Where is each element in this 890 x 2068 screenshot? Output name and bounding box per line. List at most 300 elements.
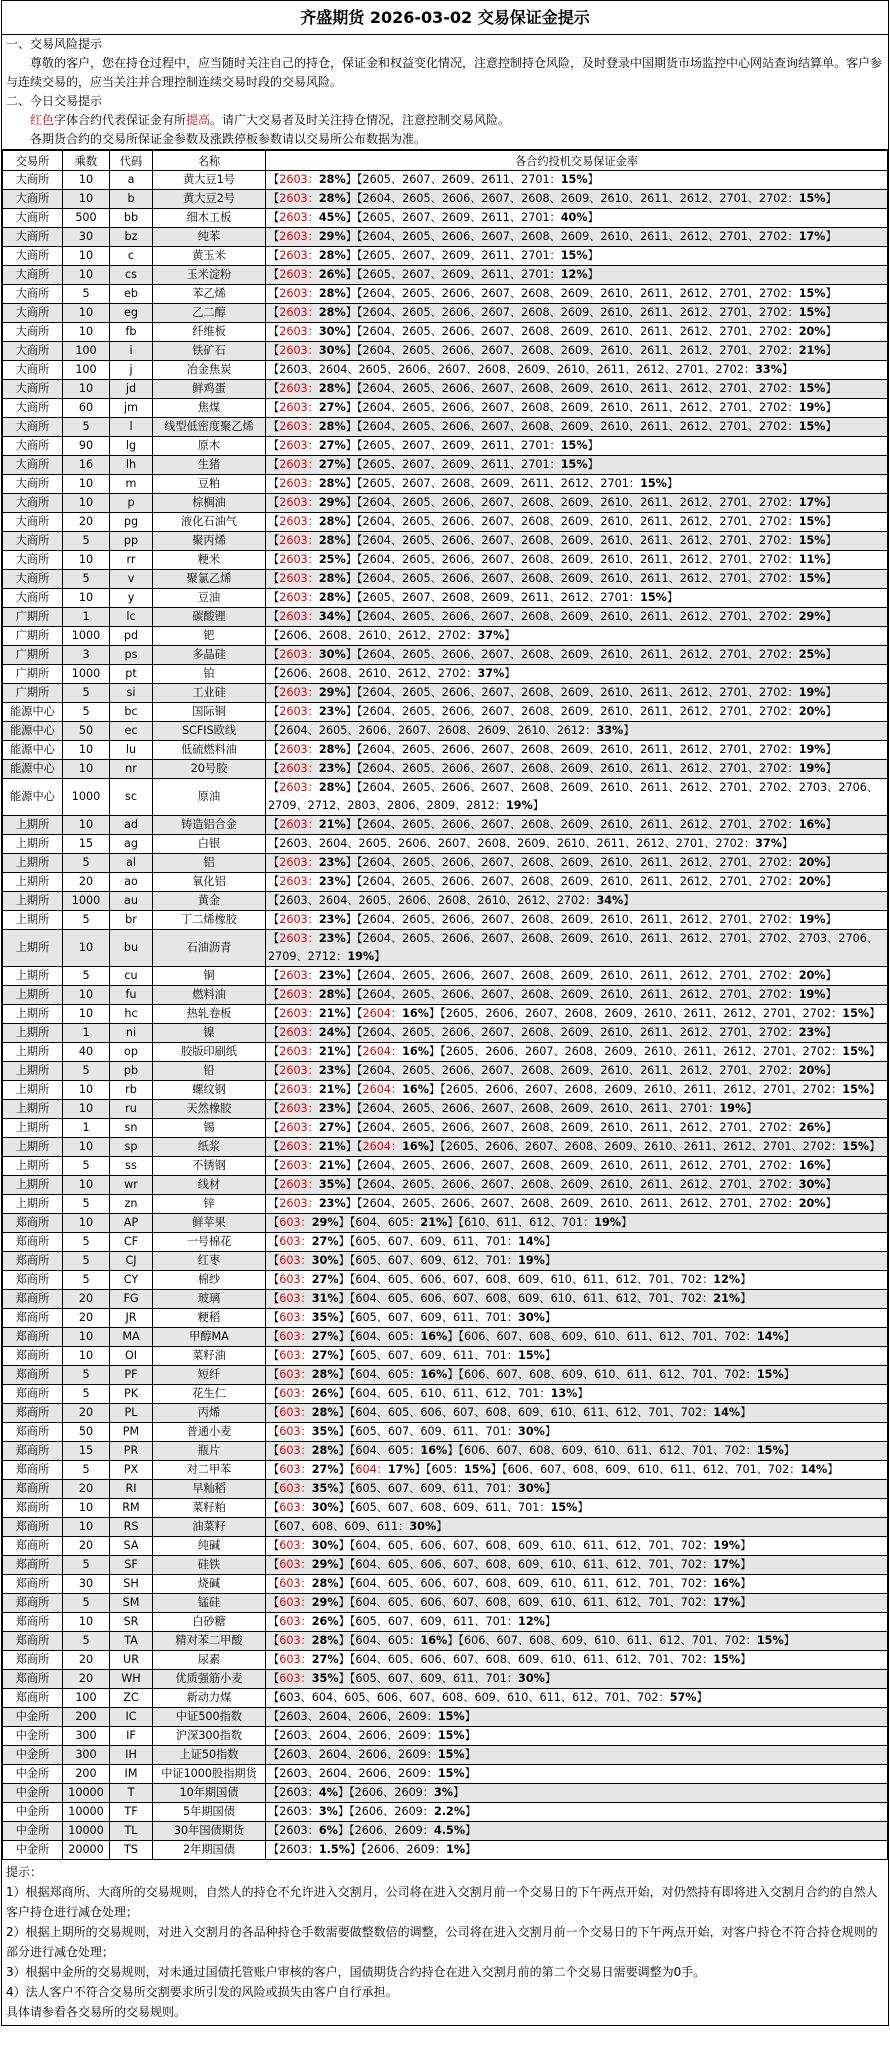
table-row [3, 1708, 888, 1727]
name-cell: 锰硅 [153, 1594, 266, 1613]
rate-group: 【2603：23%】 [268, 856, 357, 869]
rate-months: 2603： [279, 1083, 319, 1096]
rate-months: 605、607、609、611、701： [355, 1425, 519, 1438]
rate-group: 【2603：21%】 [268, 1007, 357, 1020]
table-row [3, 684, 888, 703]
multiplier-cell: 5 [63, 1271, 110, 1290]
rate-months: 2604： [362, 1140, 403, 1153]
table-row [3, 1176, 888, 1195]
rate-months: 2603： [279, 610, 319, 623]
code-cell: TS [110, 1841, 153, 1860]
table-row [3, 608, 888, 627]
table-row [3, 1727, 888, 1746]
margin-rate-cell [266, 1556, 888, 1575]
rate-months: 2603、2604、2605、2606、2607、2608、2609、2610、2611、2612、2701、2702： [279, 363, 756, 376]
rate-group: 【606、607、608、609、610、611、612、701、702：15%】 [458, 1444, 795, 1457]
rate-value: 28% [318, 420, 346, 433]
exchange-cell: 上期所 [3, 1176, 63, 1195]
name-cell: 早籼稻 [153, 1480, 266, 1499]
rate-value: 23% [318, 1064, 346, 1077]
rate-value: 21% [318, 1140, 346, 1153]
rate-months: 603： [279, 1292, 312, 1305]
name-cell: 生猪 [153, 456, 266, 475]
rate-value: 15% [550, 1501, 578, 1514]
code-cell: ad [110, 816, 153, 835]
rate-months: 2603： [279, 249, 319, 262]
exchange-cell: 郑商所 [3, 1537, 63, 1556]
rate-value: 16% [420, 1330, 448, 1343]
rate-months: 2603： [279, 988, 319, 1001]
rate-months: 2604、2605、2606、2607、2608、2609、2610、2611、2612、2701、2702： [362, 306, 799, 319]
rate-group: 【2603：23%】 [268, 762, 357, 775]
multiplier-cell: 10 [63, 247, 110, 266]
rate-months: 2603： [279, 496, 319, 509]
rate-value: 15% [798, 306, 826, 319]
exchange-cell: 郑商所 [3, 1575, 63, 1594]
rate-value: 28% [318, 249, 346, 262]
code-cell: bu [110, 930, 153, 967]
rate-months: 2603： [279, 515, 319, 528]
rate-value: 23% [318, 932, 346, 945]
rate-months: 2605、2606、2607、2608、2609、2610、2611、2612、2701、2702： [445, 1007, 843, 1020]
rate-value: 15% [437, 1748, 465, 1761]
exchange-cell: 大商所 [3, 190, 63, 209]
rate-months: 2605、2607、2609、2611、2701： [362, 211, 561, 224]
rate-group: 【2603、2604、2606、2609：15%】 [268, 1748, 476, 1761]
today-red-word: 红色 [30, 113, 55, 127]
table-row [3, 1062, 888, 1081]
rate-value: 29% [318, 496, 346, 509]
rate-value: 19% [719, 1102, 747, 1115]
code-cell: lg [110, 437, 153, 456]
rate-months: 2604、2605、2606、2607、2608、2609、2610、2611、2612、2701、2702： [362, 1026, 799, 1039]
rate-value: 28% [318, 572, 346, 585]
note-4: 4）法人客户不符合交易所交割要求所引发的风险或损失由客户自行承担。 [6, 1985, 398, 1999]
code-cell: wr [110, 1176, 153, 1195]
multiplier-cell: 10 [63, 190, 110, 209]
rate-months: 604、605、606、607、608、609、610、611、612、701、702： [355, 1406, 714, 1419]
code-cell: SF [110, 1556, 153, 1575]
rate-months: 2604、2605、2606、2607、2608、2609、2610、2611、2612、2701、2702： [362, 762, 799, 775]
table-row [3, 835, 888, 854]
name-cell: 普通小麦 [153, 1423, 266, 1442]
name-cell: 粳稻 [153, 1309, 266, 1328]
rate-group: 【2604、2605、2606、2607、2608、2609、2610、2611、2612、2701、2702：15%】 [356, 306, 837, 319]
code-cell: zn [110, 1195, 153, 1214]
multiplier-cell: 5 [63, 1062, 110, 1081]
name-cell: 鲜苹果 [153, 1214, 266, 1233]
multiplier-cell: 10 [63, 760, 110, 779]
exchange-cell: 大商所 [3, 437, 63, 456]
rate-value: 19% [798, 686, 826, 699]
margin-rate-cell [266, 930, 888, 967]
code-cell: cu [110, 967, 153, 986]
table-body [3, 171, 888, 1860]
code-cell: AP [110, 1214, 153, 1233]
code-cell: eg [110, 304, 153, 323]
table-row [3, 1594, 888, 1613]
rate-value: 15% [842, 1045, 870, 1058]
rate-months: 2604、2605、2606、2607、2608、2609、2610、2611、2612、2701、2702： [362, 686, 799, 699]
multiplier-cell: 10 [63, 475, 110, 494]
rate-group: 【2605、2607、2609、2611、2701：15%】 [356, 173, 599, 186]
multiplier-cell: 10 [63, 1138, 110, 1157]
rate-months: 606、607、608、609、610、611、612、701、702： [464, 1330, 757, 1343]
table-row [3, 1461, 888, 1480]
code-cell: rb [110, 1081, 153, 1100]
code-cell: sn [110, 1119, 153, 1138]
rate-value: 14% [756, 1330, 784, 1343]
rate-months: 2603： [279, 572, 319, 585]
rate-months: 2603： [279, 287, 319, 300]
margin-notice-document [1, 0, 889, 2026]
margin-rate-cell [266, 209, 888, 228]
rate-value: 15% [756, 1368, 784, 1381]
rate-group: 【2604、2605、2606、2607、2608、2609、2610、2611、2612、2701、2702：17%】 [356, 496, 837, 509]
rate-months: 2604、2605、2606、2607、2608、2609、2610、2611、2612、2701、2702： [362, 325, 799, 338]
rate-group: 【603：28%】 [268, 1577, 350, 1590]
margin-rate-cell [266, 1746, 888, 1765]
exchange-cell: 郑商所 [3, 1499, 63, 1518]
exchange-cell: 能源中心 [3, 741, 63, 760]
rate-value: 31% [311, 1292, 339, 1305]
rate-group: 【2605、2607、2608、2609、2611、2612、2701：15%】 [356, 591, 679, 604]
code-cell: sp [110, 1138, 153, 1157]
exchange-cell: 上期所 [3, 892, 63, 911]
code-cell: RM [110, 1499, 153, 1518]
rate-group: 【604、605、606、607、608、609、610、611、612、701、702：16%】 [349, 1577, 752, 1590]
code-cell: si [110, 684, 153, 703]
rate-months: 604、605： [355, 1216, 421, 1229]
margin-rate-cell [266, 1233, 888, 1252]
rate-value: 17% [387, 1463, 415, 1476]
name-cell: 优质强筋小麦 [153, 1670, 266, 1689]
rate-value: 15% [798, 192, 826, 205]
rate-value: 27% [311, 1349, 339, 1362]
rate-group: 【2603：1.5%】 [268, 1843, 362, 1856]
rate-value: 25% [798, 648, 826, 661]
rate-group: 【605、607、609、612、701：19%】 [349, 1254, 557, 1267]
rate-group: 【2603：6%】 [268, 1824, 350, 1837]
rate-group: 【2605、2606、2607、2608、2609、2610、2611、2612、2701、2702：15%】 [440, 1007, 881, 1020]
rate-value: 15% [560, 439, 588, 452]
margin-rate-cell [266, 1765, 888, 1784]
rate-months: 606、607、608、609、610、611、612、701、702： [464, 1444, 757, 1457]
margin-rate-cell [266, 1347, 888, 1366]
table-row [3, 266, 888, 285]
code-cell: IM [110, 1765, 153, 1784]
rate-months: 2603： [279, 382, 319, 395]
today-text-part2: 。请广大交易者及时关注持仓情况，注意控制交易风险。 [210, 113, 511, 127]
exchange-cell: 中金所 [3, 1822, 63, 1841]
multiplier-cell: 5 [63, 285, 110, 304]
multiplier-cell: 1000 [63, 892, 110, 911]
code-cell: TA [110, 1632, 153, 1651]
rate-group: 【2603：23%】 [268, 969, 357, 982]
rate-value: 35% [311, 1311, 339, 1324]
rate-months: 2604、2605、2606、2607、2608、2609、2610、2611、2612、2701、2702： [362, 969, 799, 982]
rate-group: 【2604、2605、2606、2607、2608、2609、2610、2611、2612、2701、2702：19%】 [356, 401, 837, 414]
rate-value: 21% [713, 1292, 741, 1305]
code-cell: hc [110, 1005, 153, 1024]
margin-rate-cell [266, 570, 888, 589]
rate-months: 2605、2607、2609、2611、2701： [362, 458, 561, 471]
name-cell: 玻璃 [153, 1290, 266, 1309]
rate-group: 【603：29%】 [268, 1558, 350, 1571]
rate-value: 15% [798, 515, 826, 528]
rate-value: 27% [311, 1330, 339, 1343]
rate-value: 15% [560, 173, 588, 186]
rate-months: 2604、2605、2606、2607、2608、2609、2610、2611、2612、2701、2702： [362, 875, 799, 888]
rate-group: 【2603：34%】 [268, 610, 357, 623]
exchange-cell: 郑商所 [3, 1385, 63, 1404]
multiplier-cell: 20 [63, 1290, 110, 1309]
rate-months: 605、607、609、611、701： [355, 1235, 519, 1248]
rate-months: 605、607、609、611、701： [355, 1672, 519, 1685]
name-cell: SCFIS欧线 [153, 722, 266, 741]
multiplier-cell: 5 [63, 1252, 110, 1271]
rate-group: 【2606、2609：1%】 [361, 1843, 477, 1856]
table-row [3, 589, 888, 608]
rate-months: 2606、2609： [366, 1843, 447, 1856]
multiplier-cell: 1000 [63, 665, 110, 684]
code-cell: ZC [110, 1689, 153, 1708]
multiplier-cell: 30 [63, 228, 110, 247]
margin-rate-cell [266, 1803, 888, 1822]
table-row [3, 854, 888, 873]
table-row [3, 1100, 888, 1119]
rate-months: 603： [279, 1273, 312, 1286]
table-row [3, 1252, 888, 1271]
code-cell: op [110, 1043, 153, 1062]
rate-value: 21% [318, 1007, 346, 1020]
code-cell: ec [110, 722, 153, 741]
rate-group: 【2604、2605、2606、2607、2608、2609、2610、2611、2612、2701、2702：15%】 [356, 382, 837, 395]
rate-months: 2603： [279, 1197, 319, 1210]
rate-value: 15% [437, 1710, 465, 1723]
table-row [3, 816, 888, 835]
rate-months: 603： [279, 1577, 312, 1590]
margin-rate-cell [266, 722, 888, 741]
exchange-cell: 大商所 [3, 171, 63, 190]
rate-group: 【2604、2605、2606、2607、2608、2609、2610、2611、2612、2701、2702：20%】 [356, 1064, 837, 1077]
multiplier-cell: 60 [63, 399, 110, 418]
name-cell: 花生仁 [153, 1385, 266, 1404]
name-cell: 中证1000股指期货 [153, 1765, 266, 1784]
name-cell: 白砂糖 [153, 1613, 266, 1632]
rate-group: 【2603、2604、2606、2609：15%】 [268, 1729, 476, 1742]
table-row [3, 1423, 888, 1442]
rate-group: 【2603：27%】 [268, 401, 357, 414]
margin-rate-cell [266, 1822, 888, 1841]
table-row [3, 1233, 888, 1252]
multiplier-cell: 10 [63, 551, 110, 570]
rate-value: 29% [798, 610, 826, 623]
table-row [3, 456, 888, 475]
multiplier-cell: 20 [63, 1651, 110, 1670]
multiplier-cell: 5 [63, 1233, 110, 1252]
margin-rate-cell [266, 1461, 888, 1480]
rate-value: 37% [477, 667, 505, 680]
rate-months: 604、605、606、607、608、609、610、611、612、701、702： [355, 1273, 714, 1286]
name-cell: 尿素 [153, 1651, 266, 1670]
rate-group: 【606、607、608、609、610、611、612、701、702：15%】 [458, 1368, 795, 1381]
table-row [3, 190, 888, 209]
table-row [3, 1024, 888, 1043]
table-row [3, 741, 888, 760]
exchange-cell: 上期所 [3, 1005, 63, 1024]
rate-months: 604、605、610、611、612、701： [355, 1387, 551, 1400]
margin-rate-cell [266, 247, 888, 266]
multiplier-cell: 200 [63, 1708, 110, 1727]
rate-months: 603： [279, 1482, 312, 1495]
rate-group: 【2604、2605、2606、2607、2608、2609、2610、2611、2612、2701、2702、2703、2706、2709、2712：19%】 [268, 932, 879, 963]
code-cell: SA [110, 1537, 153, 1556]
exchange-cell: 上期所 [3, 986, 63, 1005]
multiplier-cell: 3 [63, 646, 110, 665]
rate-group: 【2603：28%】 [268, 420, 357, 433]
rate-group: 【2603：28%】 [268, 988, 357, 1001]
rate-months: 2604、2605、2606、2607、2608、2609、2610、2611、2612、2701、2702： [362, 230, 799, 243]
margin-rate-cell [266, 1651, 888, 1670]
rate-group: 【2603：28%】 [268, 534, 357, 547]
rate-value: 20% [798, 856, 826, 869]
table-row [3, 304, 888, 323]
rate-group: 【603：31%】 [268, 1292, 350, 1305]
rate-group: 【605、607、609、611、701：30%】 [349, 1425, 557, 1438]
exchange-cell: 郑商所 [3, 1290, 63, 1309]
code-cell: RI [110, 1480, 153, 1499]
table-row [3, 1347, 888, 1366]
margin-rate-cell [266, 1727, 888, 1746]
name-cell: 黄金 [153, 892, 266, 911]
name-cell: 原油 [153, 779, 266, 816]
margin-rate-cell [266, 1404, 888, 1423]
multiplier-cell: 10000 [63, 1822, 110, 1841]
rate-value: 27% [318, 439, 346, 452]
rate-group: 【604、605、606、607、608、609、610、611、612、701、702：21%】 [349, 1292, 752, 1305]
rate-value: 15% [842, 1007, 870, 1020]
exchange-cell: 大商所 [3, 342, 63, 361]
table-row [3, 1309, 888, 1328]
rate-months: 605、607、609、611、701： [355, 1615, 519, 1628]
margin-rate-cell [266, 589, 888, 608]
rate-value: 15% [798, 420, 826, 433]
name-cell: 红枣 [153, 1252, 266, 1271]
rate-group: 【2603：24%】 [268, 1026, 357, 1039]
exchange-cell: 大商所 [3, 285, 63, 304]
rate-months: 2604、2605、2606、2607、2608、2609、2610、2611、2612、2701、2702： [362, 818, 799, 831]
rate-group: 【2604、2605、2606、2607、2608、2609、2610、2612：33%】 [268, 724, 635, 737]
multiplier-cell: 10 [63, 171, 110, 190]
exchange-cell: 中金所 [3, 1841, 63, 1860]
rate-value: 23% [798, 1026, 826, 1039]
rate-value: 28% [311, 1444, 339, 1457]
rate-value: 27% [318, 1121, 346, 1134]
name-cell: 黄玉米 [153, 247, 266, 266]
rate-months: 2603： [279, 1159, 319, 1172]
multiplier-cell: 5 [63, 1366, 110, 1385]
multiplier-cell: 10 [63, 1176, 110, 1195]
rate-value: 3% [434, 1786, 453, 1799]
rate-months: 2603： [279, 553, 319, 566]
name-cell: 聚丙烯 [153, 532, 266, 551]
multiplier-cell: 100 [63, 342, 110, 361]
code-cell: bc [110, 703, 153, 722]
name-cell: 油菜籽 [153, 1518, 266, 1537]
name-cell: 苯乙烯 [153, 285, 266, 304]
code-cell: CY [110, 1271, 153, 1290]
rate-group: 【2605、2606、2607、2608、2609、2610、2611、2612、2701、2702：15%】 [440, 1045, 881, 1058]
rate-months: 603： [279, 1368, 312, 1381]
name-cell: 铂 [153, 665, 266, 684]
rate-value: 15% [713, 1653, 741, 1666]
rate-value: 33% [755, 363, 782, 376]
multiplier-cell: 5 [63, 1461, 110, 1480]
rate-group: 【2603：28%】 [268, 572, 357, 585]
rate-months: 2603： [279, 1824, 319, 1837]
multiplier-cell: 5 [63, 1195, 110, 1214]
rate-value: 35% [311, 1482, 339, 1495]
name-cell: 中证500指数 [153, 1708, 266, 1727]
exchange-cell: 上期所 [3, 1100, 63, 1119]
rate-group: 【2605、2607、2609、2611、2701：15%】 [356, 249, 599, 262]
rate-value: 28% [318, 515, 346, 528]
rate-value: 19% [505, 799, 533, 812]
table-row [3, 1651, 888, 1670]
exchange-cell: 郑商所 [3, 1556, 63, 1575]
name-cell: 豆粕 [153, 475, 266, 494]
rate-months: 2603： [279, 743, 319, 756]
rate-value: 14% [713, 1406, 741, 1419]
rate-months: 2603： [279, 173, 319, 186]
name-cell: 铸造铝合金 [153, 816, 266, 835]
name-cell: 鲜鸡蛋 [153, 380, 266, 399]
rate-months: 2603： [279, 913, 319, 926]
table-row [3, 1328, 888, 1347]
rate-group: 【604、605、606、607、608、609、610、611、612、701、702：12%】 [349, 1273, 752, 1286]
rate-group: 【2604、2605、2606、2607、2608、2609、2610、2611、2612、2701、2702：30%】 [356, 1178, 837, 1191]
rate-group: 【2605、2606、2607、2608、2609、2610、2611、2612、2701、2702：15%】 [440, 1083, 881, 1096]
rate-group: 【2604、2605、2606、2607、2608、2609、2610、2611、2612、2701、2702：20%】 [356, 1197, 837, 1210]
rate-months: 604： [355, 1463, 388, 1476]
exchange-cell: 大商所 [3, 228, 63, 247]
table-row [3, 1822, 888, 1841]
rate-months: 2603： [279, 856, 319, 869]
code-cell: cs [110, 266, 153, 285]
rate-group: 【2604、2605、2606、2607、2608、2609、2610、2611、2612、2701、2702：20%】 [356, 875, 837, 888]
name-cell: 黄大豆1号 [153, 171, 266, 190]
rate-group: 【2603：21%】 [268, 1045, 357, 1058]
name-cell: 黄大豆2号 [153, 190, 266, 209]
code-cell: T [110, 1784, 153, 1803]
multiplier-cell: 10 [63, 323, 110, 342]
rate-value: 27% [311, 1463, 339, 1476]
rate-group: 【2603、2604、2605、2606、2607、2608、2609、2610、2611、2612、2701、2702：33%】 [268, 363, 794, 376]
exchange-cell: 郑商所 [3, 1594, 63, 1613]
rate-months: 604、605、606、607、608、609、610、611、612、701、702： [355, 1596, 714, 1609]
rate-value: 19% [713, 1539, 741, 1552]
code-cell: SH [110, 1575, 153, 1594]
rate-group: 【605：15%】 [425, 1463, 502, 1476]
name-cell: 新动力煤 [153, 1689, 266, 1708]
code-cell: JR [110, 1309, 153, 1328]
rate-value: 15% [518, 1349, 545, 1362]
rate-value: 15% [798, 534, 826, 547]
table-row [3, 399, 888, 418]
multiplier-cell: 10 [63, 816, 110, 835]
margin-rate-cell [266, 703, 888, 722]
